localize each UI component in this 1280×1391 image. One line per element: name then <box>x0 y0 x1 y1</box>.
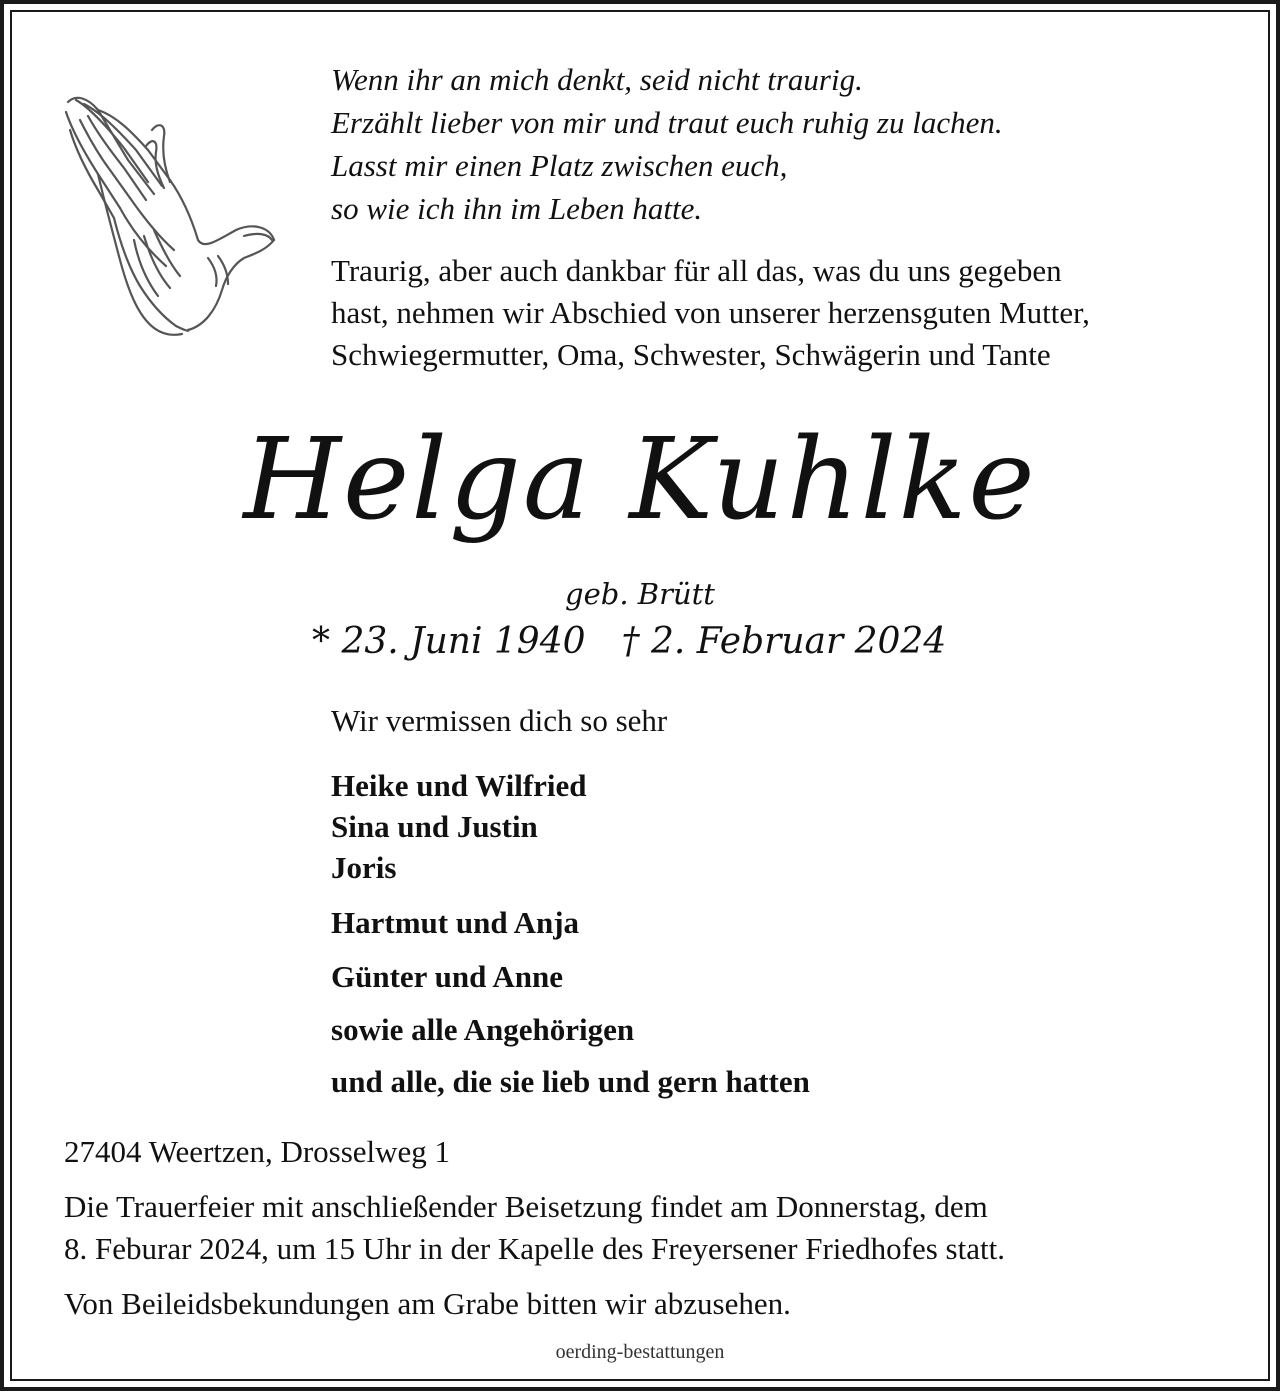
ceremony-info <box>64 1186 1005 1270</box>
praying-hands-icon <box>58 90 280 338</box>
address: 27404 Weertzen, Drosselweg 1 <box>64 1134 451 1169</box>
verse-line: so wie ich ihn im Leben hatte. <box>331 191 703 226</box>
born-name: geb. Brütt <box>565 577 715 611</box>
birth-date: * 23. Juni 1940 <box>312 621 586 662</box>
memorial-verse <box>331 58 1003 230</box>
intro-line: Schwiegermutter, Oma, Schwester, Schwägerin und Tante <box>331 337 1051 372</box>
death-date: † 2. Februar 2024 <box>621 621 947 662</box>
family-member: Joris <box>331 850 397 885</box>
verse-line: Lasst mir einen Platz zwischen euch, <box>331 148 788 183</box>
family-member: Hartmut und Anja <box>331 905 580 940</box>
verse-line: Wenn ihr an mich denkt, seid nicht traurig. <box>331 62 863 97</box>
condolence-note: Von Beileidsbekundungen am Grabe bitten wir abzusehen. <box>64 1286 791 1321</box>
family-member: und alle, die sie lieb und gern hatten <box>331 1064 810 1099</box>
family-member: Sina und Justin <box>331 809 538 844</box>
ceremony-line: 8. Feburar 2024, um 15 Uhr in der Kapelle des Freyersener Friedhofes statt. <box>64 1231 1005 1266</box>
ceremony-line: Die Trauerfeier mit anschließender Beisetzung findet am Donnerstag, dem <box>64 1189 988 1224</box>
intro-line: hast, nehmen wir Abschied von unserer herzensguten Mutter, <box>331 295 1090 330</box>
family-member: sowie alle Angehörigen <box>331 1012 635 1047</box>
deceased-name: Helga Kuhlke <box>243 415 1037 545</box>
family-member: Heike und Wilfried <box>331 768 587 803</box>
verse-line: Erzählt lieber von mir und traut euch ruhig zu lachen. <box>331 105 1003 140</box>
miss-line: Wir vermissen dich so sehr <box>331 703 668 738</box>
family-member: Günter und Anne <box>331 959 564 994</box>
life-dates <box>312 617 1012 667</box>
intro-line: Traurig, aber auch dankbar für all das, was du uns gegeben <box>331 253 1062 288</box>
intro-text <box>331 250 1231 376</box>
funeral-home-credit: oerding-bestattungen <box>555 1341 725 1363</box>
